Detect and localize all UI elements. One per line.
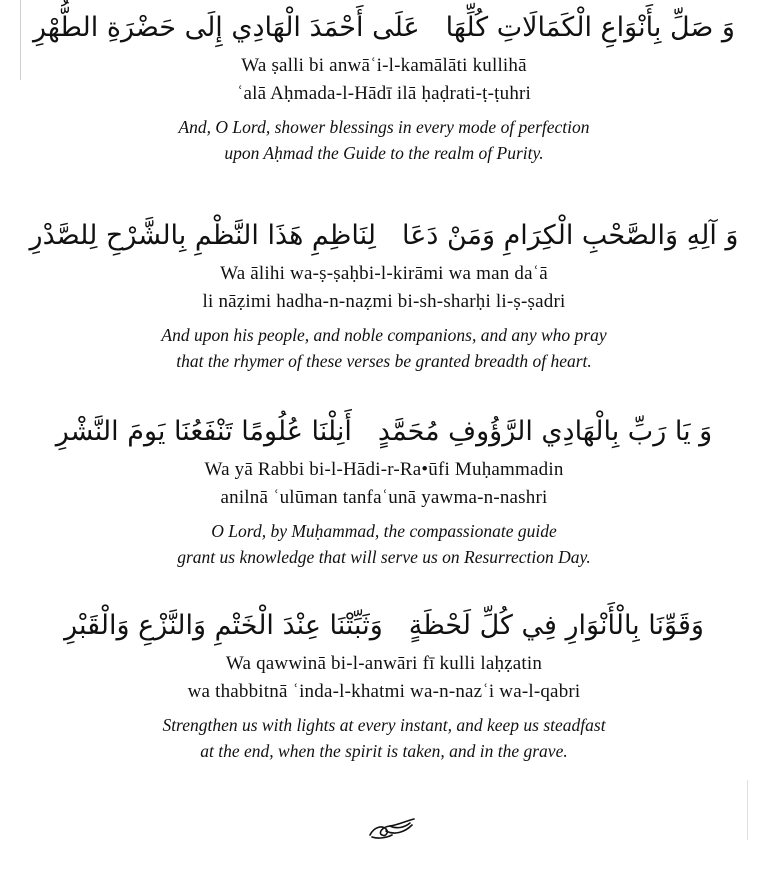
arabic-hemistich-1: وَ يَا رَبِّ بِالْهَادِي الرَّؤُوفِ مُحَمَّدٍ [377,416,713,447]
page-edge-line-right [747,780,748,840]
arabic-hemistich-2: لِنَاظِمِ هَذَا النَّظْمِ بِالشَّرْحِ لِلصَّدْرِ [29,220,376,251]
transliteration-line-2: anilnā ʿulūman tanfaʿunā yawma-n-nashri [220,487,548,508]
arabic-hemistich-2: وَثَبِّتْنَا عِنْدَ الْخَتْمِ وَالنَّزْعِ وَالْقَبْرِ [64,610,383,641]
arabic-hemistich-1: وَقَوِّنَا بِالْأَنْوَارِ فِي كُلِّ لَحْظَةٍ [408,610,704,641]
stanza-3 [0,412,768,570]
arabic-hemistich-1: وَ آلِهِ وَالصَّحْبِ الْكِرَامِ وَمَنْ دَعَا [402,220,739,251]
stanza-2 [0,216,768,374]
transliteration-line-2: ʿalā Aḥmada-l-Hādī ilā ḥaḍrati-ṭ-ṭuhri [236,83,532,104]
stanza-1 [0,8,768,166]
translation-line-2: at the end, when the spirit is taken, and in the grave. [200,741,568,761]
transliteration-line-2: li nāẓimi hadha-n-naẓmi bi-sh-sharḥi li-ṣ-ṣadri [202,291,566,312]
arabic-hemistich-2: أَنِلْنَا عُلُومًا تَنْفَعُنَا يَومَ النَّشْرِ [55,416,352,447]
translation-line-1: O Lord, by Muḥammad, the compassionate guide [211,521,557,541]
translation [0,712,768,764]
translation-line-1: And upon his people, and noble companions, and any who pray [161,325,607,345]
translation-line-2: upon Aḥmad the Guide to the realm of Purity. [224,143,544,163]
transliteration-line-2: wa thabbitnā ʿinda-l-khatmi wa-n-nazʿi wa-l-qabri [187,681,581,702]
translation-line-2: that the rhymer of these verses be granted breadth of heart. [176,351,592,371]
stanza-4 [0,606,768,764]
transliteration-line-1: Wa yā Rabbi bi-l-Hādi-r-Ra•ūfi Muḥammadin [204,459,564,480]
arabic-verse [0,412,768,456]
translation [0,518,768,570]
translation-line-1: And, O Lord, shower blessings in every mode of perfection [178,117,590,137]
translation [0,114,768,166]
translation-line-2: grant us knowledge that will serve us on Resurrection Day. [177,547,591,567]
arabic-verse [0,606,768,650]
arabic-hemistich-1: وَ صَلِّ بِأَنْوَاعِ الْكَمَالَاتِ كُلِّهَا [445,12,735,43]
transliteration-line-1: Wa ālihi wa-ṣ-ṣaḥbi-l-kirāmi wa man daʿā [220,263,548,284]
transliteration-line-1: Wa qawwinā bi-l-anwāri fī kulli laḥẓatin [225,653,543,674]
translation-line-1: Strengthen us with lights at every instant, and keep us steadfast [162,715,606,735]
flourish-ornament-icon [364,815,420,841]
arabic-verse [0,216,768,260]
transliteration-line-1: Wa ṣalli bi anwāʿi-l-kamālāti kullihā [241,55,527,76]
arabic-verse [0,8,768,52]
arabic-hemistich-2: عَلَى أَحْمَدَ الْهَادِي إِلَى حَضْرَةِ الطُّهْرِ [33,12,420,43]
translation [0,322,768,374]
